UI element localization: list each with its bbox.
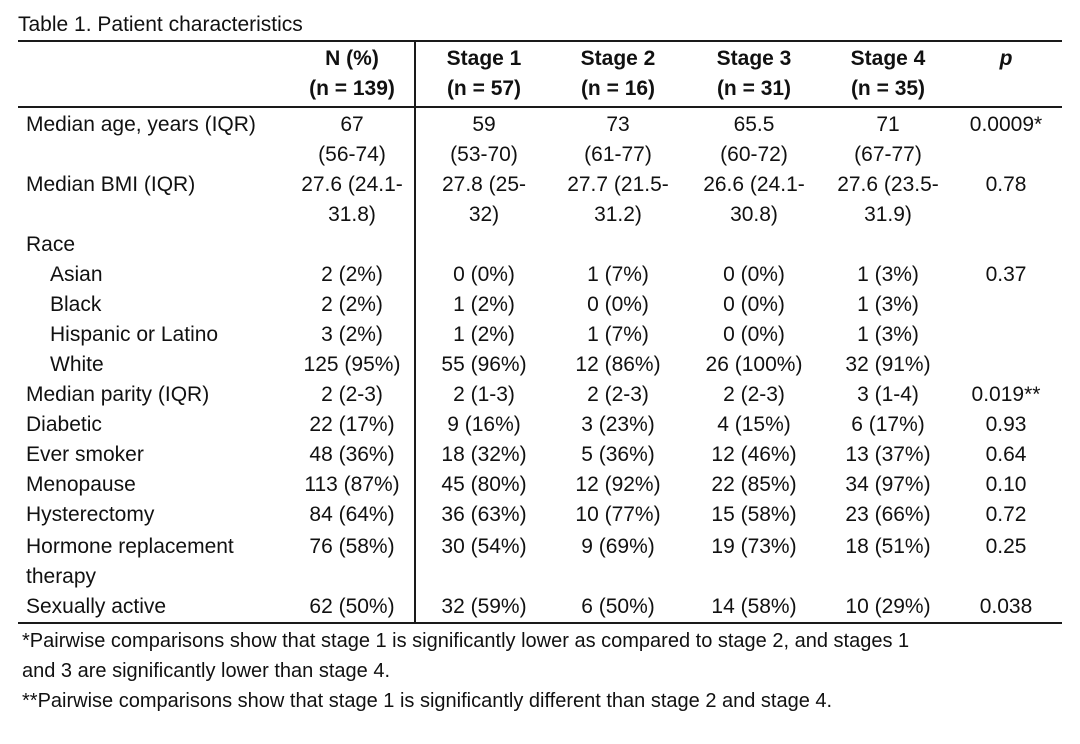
cell-stage3 [692, 410, 816, 440]
cell-stage3 [692, 350, 816, 380]
cell-stage2-line: 12 (92%) [575, 473, 661, 496]
cell-stage3 [692, 380, 816, 410]
row-label: Asian [50, 263, 103, 286]
cell-n-line: 2 (2%) [321, 263, 383, 286]
cell-p: 0.25 [985, 535, 1027, 558]
cell-stage2 [558, 110, 678, 170]
cell-stage1 [424, 440, 544, 470]
cell-stage3-line: 2 (2-3) [723, 383, 785, 406]
cell-stage2-line: 9 (69%) [581, 535, 655, 558]
cell-stage2 [558, 380, 678, 410]
cell-n-line: 27.6 (24.1- [301, 173, 403, 196]
cell-p: 0.72 [985, 503, 1027, 526]
cell-stage2-line: 2 (2-3) [587, 383, 649, 406]
cell-stage1-line: 18 (32%) [441, 443, 527, 466]
row-label: Ever smoker [26, 443, 144, 466]
cell-stage2 [558, 440, 678, 470]
cell-stage1 [424, 380, 544, 410]
cell-n [292, 290, 412, 320]
cell-stage4-line: 3 (1-4) [857, 383, 919, 406]
cell-stage1-line: 9 (16%) [447, 413, 521, 436]
cell-n-line: 84 (64%) [309, 503, 395, 526]
cell-stage3 [692, 470, 816, 500]
cell-stage1 [424, 170, 544, 230]
cell-stage4 [828, 170, 948, 230]
header-stage2-line1: Stage 2 [580, 47, 656, 70]
header-n-line2: (n = 139) [309, 77, 395, 100]
cell-stage1-line: (53-70) [450, 143, 518, 166]
cell-stage4-line: 31.9) [864, 203, 912, 226]
cell-stage3 [692, 532, 816, 562]
header-n-line1: N (%) [325, 47, 379, 70]
row-label: Hysterectomy [26, 503, 155, 526]
cell-stage4 [828, 110, 948, 170]
row-label: Black [50, 293, 102, 316]
cell-stage3-line: 30.8) [730, 203, 778, 226]
cell-stage2-line: 73 [606, 113, 630, 136]
cell-stage4 [828, 350, 948, 380]
header-stage2 [558, 44, 678, 104]
cell-stage3-line: 12 (46%) [711, 443, 797, 466]
cell-stage1 [424, 350, 544, 380]
cell-stage4 [828, 500, 948, 530]
top-rule [18, 40, 1062, 42]
cell-stage1-line: 55 (96%) [441, 353, 527, 376]
cell-stage3 [692, 170, 816, 230]
cell-stage3-line: 22 (85%) [711, 473, 797, 496]
cell-stage4 [828, 470, 948, 500]
cell-stage3 [692, 500, 816, 530]
cell-stage2-line: 3 (23%) [581, 413, 655, 436]
header-stage1-line2: (n = 57) [446, 77, 522, 100]
cell-stage2-line: 0 (0%) [587, 293, 649, 316]
cell-n-line: (56-74) [318, 143, 386, 166]
cell-stage4 [828, 380, 948, 410]
cell-stage3 [692, 110, 816, 170]
cell-stage3-line: 19 (73%) [711, 535, 797, 558]
cell-stage4 [828, 410, 948, 440]
cell-n [292, 440, 412, 470]
bottom-rule [18, 622, 1062, 624]
cell-n-line: 2 (2-3) [321, 383, 383, 406]
cell-stage4 [828, 260, 948, 290]
cell-stage3-line: 0 (0%) [723, 293, 785, 316]
cell-stage3-line: 14 (58%) [711, 595, 797, 618]
cell-stage1 [424, 592, 544, 622]
cell-stage3 [692, 290, 816, 320]
cell-stage1-line: 36 (63%) [441, 503, 527, 526]
header-stage1-line1: Stage 1 [446, 47, 522, 70]
cell-stage2 [558, 592, 678, 622]
row-label: Hispanic or Latino [50, 323, 219, 346]
column-divider [414, 42, 416, 622]
cell-n-line: 22 (17%) [309, 413, 395, 436]
cell-n-line: 31.8) [328, 203, 376, 226]
cell-stage2 [558, 470, 678, 500]
cell-n-line: 3 (2%) [321, 323, 383, 346]
cell-n [292, 470, 412, 500]
cell-stage3 [692, 440, 816, 470]
cell-n [292, 592, 412, 622]
cell-stage4-line: 23 (66%) [845, 503, 931, 526]
cell-stage2-line: 31.2) [594, 203, 642, 226]
header-stage4-line1: Stage 4 [850, 47, 926, 70]
cell-stage2 [558, 290, 678, 320]
cell-stage4-line: (67-77) [854, 143, 922, 166]
cell-stage4 [828, 592, 948, 622]
cell-stage4 [828, 440, 948, 470]
cell-stage3-line: 65.5 [733, 113, 775, 136]
cell-stage4-line: 1 (3%) [857, 263, 919, 286]
cell-stage2-line: 6 (50%) [581, 595, 655, 618]
row-label: Median age, years (IQR) [26, 113, 256, 136]
cell-p: 0.93 [985, 413, 1027, 436]
cell-stage2-line: 10 (77%) [575, 503, 661, 526]
cell-stage1 [424, 320, 544, 350]
cell-stage4-line: 71 [876, 113, 900, 136]
cell-stage1-line: 0 (0%) [453, 263, 515, 286]
cell-n-line: 2 (2%) [321, 293, 383, 316]
cell-stage3 [692, 592, 816, 622]
header-stage4-line2: (n = 35) [850, 77, 926, 100]
cell-stage1 [424, 470, 544, 500]
row-label: Menopause [26, 473, 136, 496]
footnote-2: and 3 are significantly lower than stage 4. [22, 660, 390, 682]
table-caption: Table 1. Patient characteristics [18, 13, 303, 36]
cell-n [292, 350, 412, 380]
cell-stage4-line: 18 (51%) [845, 535, 931, 558]
cell-n-line: 113 (87%) [304, 473, 400, 496]
cell-stage2-line: 1 (7%) [587, 323, 649, 346]
cell-n-line: 62 (50%) [309, 595, 395, 618]
cell-stage4 [828, 290, 948, 320]
cell-stage4 [828, 532, 948, 562]
cell-stage3-line: 0 (0%) [723, 263, 785, 286]
row-label: Median BMI (IQR) [26, 173, 196, 196]
row-label: Median parity (IQR) [26, 383, 210, 406]
cell-stage2-line: 1 (7%) [587, 263, 649, 286]
cell-stage4-line: 10 (29%) [845, 595, 931, 618]
cell-n-line: 67 [340, 113, 364, 136]
cell-stage2-line: 27.7 (21.5- [567, 173, 669, 196]
cell-stage2 [558, 532, 678, 562]
cell-stage4-line: 1 (3%) [857, 323, 919, 346]
header-n [292, 44, 412, 104]
cell-stage1-line: 1 (2%) [453, 293, 515, 316]
cell-stage3-line: 15 (58%) [711, 503, 797, 526]
footnote-1: *Pairwise comparisons show that stage 1 is significantly lower as compared to stage 2, and stages 1 [22, 630, 910, 652]
cell-n [292, 500, 412, 530]
cell-stage1-line: 45 (80%) [441, 473, 527, 496]
cell-stage1-line: 59 [472, 113, 496, 136]
header-stage2-line2: (n = 16) [580, 77, 656, 100]
row-label: White [50, 353, 104, 376]
cell-stage2-line: 5 (36%) [581, 443, 655, 466]
cell-n-line: 125 (95%) [303, 353, 401, 376]
cell-stage3-line: (60-72) [720, 143, 788, 166]
header-stage3 [692, 44, 816, 104]
row-label: Race [26, 233, 76, 256]
cell-stage2 [558, 260, 678, 290]
cell-stage1-line: 32 (59%) [441, 595, 527, 618]
cell-stage2 [558, 170, 678, 230]
cell-n-line: 76 (58%) [309, 535, 395, 558]
cell-stage3 [692, 320, 816, 350]
cell-stage1 [424, 260, 544, 290]
cell-stage2-line: 12 (86%) [575, 353, 661, 376]
cell-stage1 [424, 532, 544, 562]
header-stage4 [828, 44, 948, 104]
cell-n [292, 532, 412, 562]
cell-stage1 [424, 500, 544, 530]
cell-stage2 [558, 350, 678, 380]
header-p: p [999, 47, 1013, 70]
cell-stage1-line: 2 (1-3) [453, 383, 515, 406]
cell-stage4-line: 13 (37%) [845, 443, 931, 466]
cell-stage2-line: (61-77) [584, 143, 652, 166]
cell-stage1-line: 1 (2%) [453, 323, 515, 346]
cell-stage1-line: 32) [468, 203, 500, 226]
cell-n [292, 380, 412, 410]
cell-p: 0.019** [971, 383, 1041, 406]
cell-p: 0.0009* [969, 113, 1043, 136]
cell-n [292, 260, 412, 290]
cell-stage4-line: 27.6 (23.5- [837, 173, 939, 196]
cell-stage3-line: 26 (100%) [705, 353, 803, 376]
cell-stage4 [828, 320, 948, 350]
row-label: Diabetic [26, 413, 102, 436]
cell-p: 0.038 [979, 595, 1033, 618]
cell-stage4-line: 1 (3%) [857, 293, 919, 316]
cell-n [292, 110, 412, 170]
cell-p: 0.64 [985, 443, 1027, 466]
cell-stage1 [424, 290, 544, 320]
cell-stage1 [424, 410, 544, 440]
header-stage3-line2: (n = 31) [716, 77, 792, 100]
cell-p: 0.78 [985, 173, 1027, 196]
cell-stage2 [558, 320, 678, 350]
cell-stage3-line: 0 (0%) [723, 323, 785, 346]
cell-stage3 [692, 260, 816, 290]
cell-n [292, 410, 412, 440]
row-label: Sexually active [26, 595, 167, 618]
cell-stage1 [424, 110, 544, 170]
cell-stage2 [558, 410, 678, 440]
cell-stage3-line: 26.6 (24.1- [703, 173, 805, 196]
cell-n [292, 320, 412, 350]
cell-p: 0.10 [985, 473, 1027, 496]
cell-stage3-line: 4 (15%) [717, 413, 791, 436]
row-label: therapy [26, 565, 97, 588]
cell-stage4-line: 6 (17%) [851, 413, 925, 436]
header-rule [18, 106, 1062, 108]
cell-n [292, 170, 412, 230]
cell-stage1-line: 27.8 (25- [441, 173, 527, 196]
row-label: Hormone replacement [26, 535, 234, 558]
cell-stage2 [558, 500, 678, 530]
header-stage3-line1: Stage 3 [716, 47, 792, 70]
cell-stage4-line: 34 (97%) [845, 473, 931, 496]
cell-stage1-line: 30 (54%) [441, 535, 527, 558]
cell-p: 0.37 [985, 263, 1027, 286]
cell-n-line: 48 (36%) [309, 443, 395, 466]
header-stage1 [424, 44, 544, 104]
cell-stage4-line: 32 (91%) [845, 353, 931, 376]
footnote-3: **Pairwise comparisons show that stage 1 is significantly different than stage 2 and stage 4. [22, 690, 833, 712]
